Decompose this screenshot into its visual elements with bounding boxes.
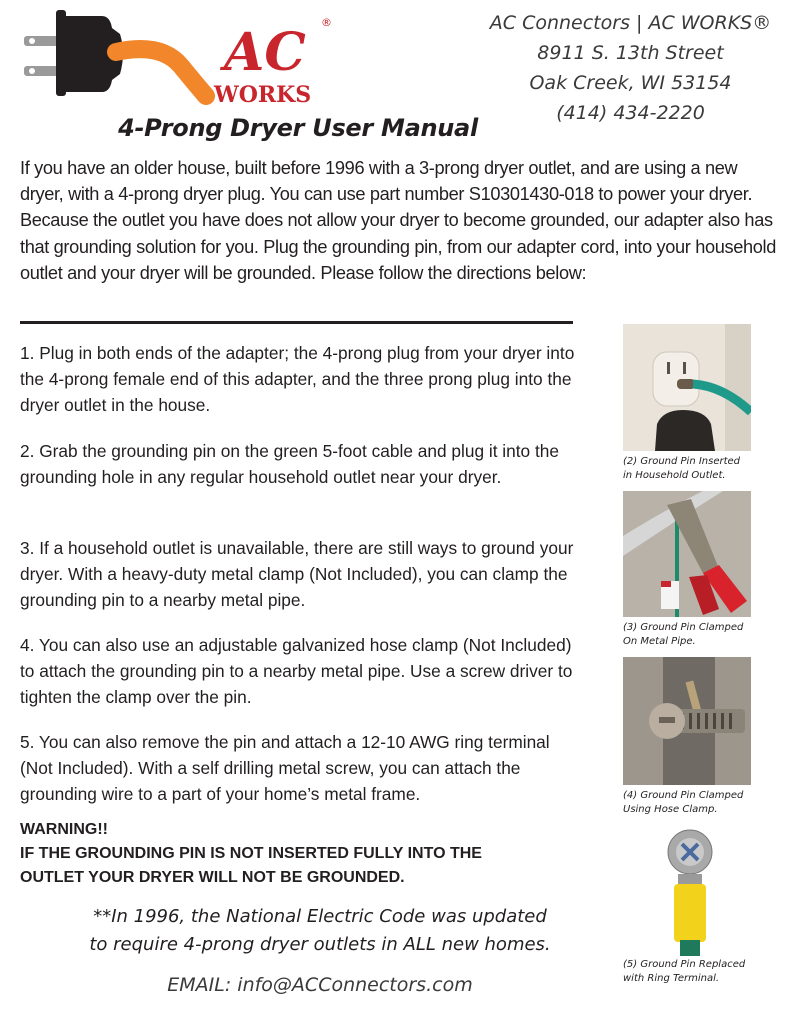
page-title: 4-Prong Dryer User Manual: [118, 114, 478, 142]
caption-line: Using Hose Clamp.: [623, 804, 718, 815]
caption-line: (5) Ground Pin Replaced: [623, 959, 746, 970]
photo-ground-pin-hose-clamp: [623, 657, 751, 785]
street-address: 8911 S. 13th Street: [537, 42, 724, 64]
caption-photo-5: [623, 958, 783, 986]
footnote-line-1: **In 1996, the National Electric Code was updated: [93, 906, 547, 927]
caption-photo-2: [623, 455, 783, 483]
step-3: 3. If a household outlet is unavailable, there are still ways to ground your dryer. With a heavy-duty metal clamp (Not Included), you can clamp the grounding pin to a nearby metal pipe.: [20, 538, 574, 610]
svg-text:AC: AC: [224, 22, 306, 83]
photo-ground-pin-outlet: [623, 324, 751, 451]
footnote: [40, 903, 600, 959]
step-2: 2. Grab the grounding pin on the green 5-foot cable and plug it into the grounding hole in any regular household outlet near your dryer.: [20, 441, 559, 487]
company-address: [470, 8, 791, 128]
company-name: AC Connectors | AC WORKS®: [489, 12, 772, 34]
caption-line: (2) Ground Pin Inserted: [623, 456, 741, 467]
caption-line: (3) Ground Pin Clamped: [623, 622, 744, 633]
contact-email[interactable]: EMAIL: info@ACConnectors.com: [167, 974, 473, 996]
plug-logo-icon: [16, 8, 336, 108]
ac-works-logo: [16, 8, 336, 108]
caption-line: in Household Outlet.: [623, 470, 726, 481]
step-4: 4. You can also use an adjustable galvanized hose clamp (Not Included) to attach the grounding pin to a nearby metal pipe. Use a screw driver to tighten the clamp over the pin.: [20, 635, 573, 707]
warning-line-1: IF THE GROUNDING PIN IS NOT INSERTED FULLY INTO THE: [20, 845, 482, 862]
step-1: 1. Plug in both ends of the adapter; the 4-prong plug from your dryer into the 4-prong female end of this adapter, and the three prong plug into the dryer outlet in the house.: [20, 343, 575, 415]
photo-ring-terminal: [640, 826, 740, 956]
divider: [20, 321, 573, 324]
step-5: 5. You can also remove the pin and attach a 12-10 AWG ring terminal (Not Included). With a self drilling metal screw, you can attach the grounding wire to a part of your home’s metal frame.: [20, 732, 550, 804]
caption-photo-3: [623, 621, 783, 649]
footnote-line-2: to require 4-prong dryer outlets in ALL new homes.: [89, 934, 551, 955]
intro-paragraph: [20, 155, 780, 286]
caption-photo-4: [623, 789, 783, 817]
caption-line: (4) Ground Pin Clamped: [623, 790, 744, 801]
warning-line-2: OUTLET YOUR DRYER WILL NOT BE GROUNDED.: [20, 869, 405, 886]
intro-text: If you have an older house, built before 1996 with a 3-prong dryer outlet, and are using a new dryer, with a 4-prong dryer plug. You can use part number S10301430-018 to power your dryer. Because the outlet you have does not allow your dryer to become grounded, our adapter also has that grounding solution for you. Plug the grounding pin, from our adapter cord, into your household outlet and your dryer will be grounded. Please follow the directions below:: [20, 158, 777, 283]
warning-block: [20, 818, 590, 890]
caption-line: On Metal Pipe.: [623, 636, 696, 647]
svg-text:WORKS: WORKS: [214, 82, 312, 108]
caption-line: with Ring Terminal.: [623, 973, 720, 984]
city-state-zip: Oak Creek, WI 53154: [529, 72, 732, 94]
phone-number: (414) 434-2220: [556, 102, 705, 124]
warning-heading: WARNING!!: [20, 821, 108, 838]
photo-ground-pin-clamp-pipe: [623, 491, 751, 617]
svg-text:®: ®: [321, 16, 332, 29]
